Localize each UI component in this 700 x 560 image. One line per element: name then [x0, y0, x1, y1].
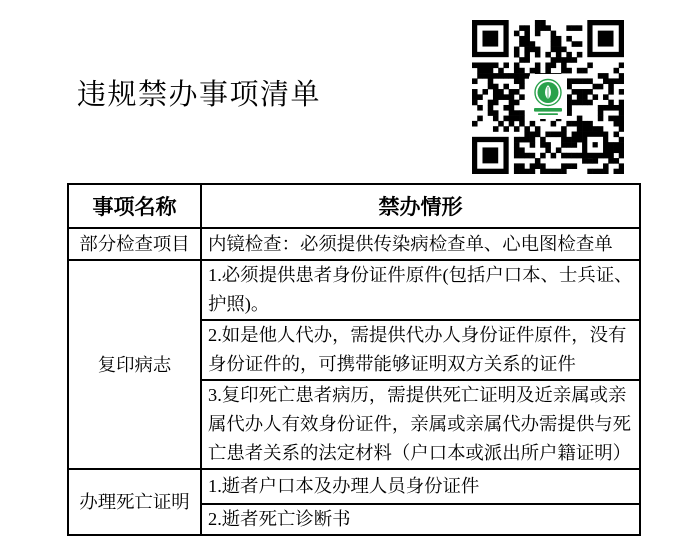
item-name-cell: 办理死亡证明 — [68, 469, 201, 535]
situation-cell: 3.复印死亡患者病历，需提供死亡证明及近亲属或亲属代办人有效身份证件，亲属或亲属代办需提供与死亡患者关系的法定材料（户口本或派出所户籍证明） — [201, 380, 640, 469]
situation-cell: 1.逝者户口本及办理人员身份证件 — [201, 469, 640, 504]
item-name-cell: 复印病志 — [68, 260, 201, 469]
table-row-check-items — [68, 228, 640, 260]
situation-cell: 2.逝者死亡诊断书 — [201, 504, 640, 535]
situation-cell: 2.如是他人代办，需提供代办人身份证件原件，没有身份证件的，可携带能够证明双方关系的证件 — [201, 320, 640, 380]
document-title: 违规禁办事项清单 — [77, 79, 322, 111]
situation-cell: 1.必须提供患者身份证件原件(包括户口本、士兵证、护照)。 — [201, 260, 640, 320]
situation-cell: 内镜检查：必须提供传染病检查单、心电图检查单 — [201, 228, 640, 260]
header-item-name: 事项名称 — [68, 184, 201, 228]
qr-code-image — [472, 20, 624, 174]
table-row-death-cert-1 — [68, 469, 640, 504]
table-header-row — [68, 184, 640, 228]
prohibition-table — [67, 183, 641, 536]
item-name-cell: 部分检查项目 — [68, 228, 201, 260]
table-row-copy-record-1 — [68, 260, 640, 320]
header-situation: 禁办情形 — [201, 184, 640, 228]
qr-code — [472, 20, 624, 174]
